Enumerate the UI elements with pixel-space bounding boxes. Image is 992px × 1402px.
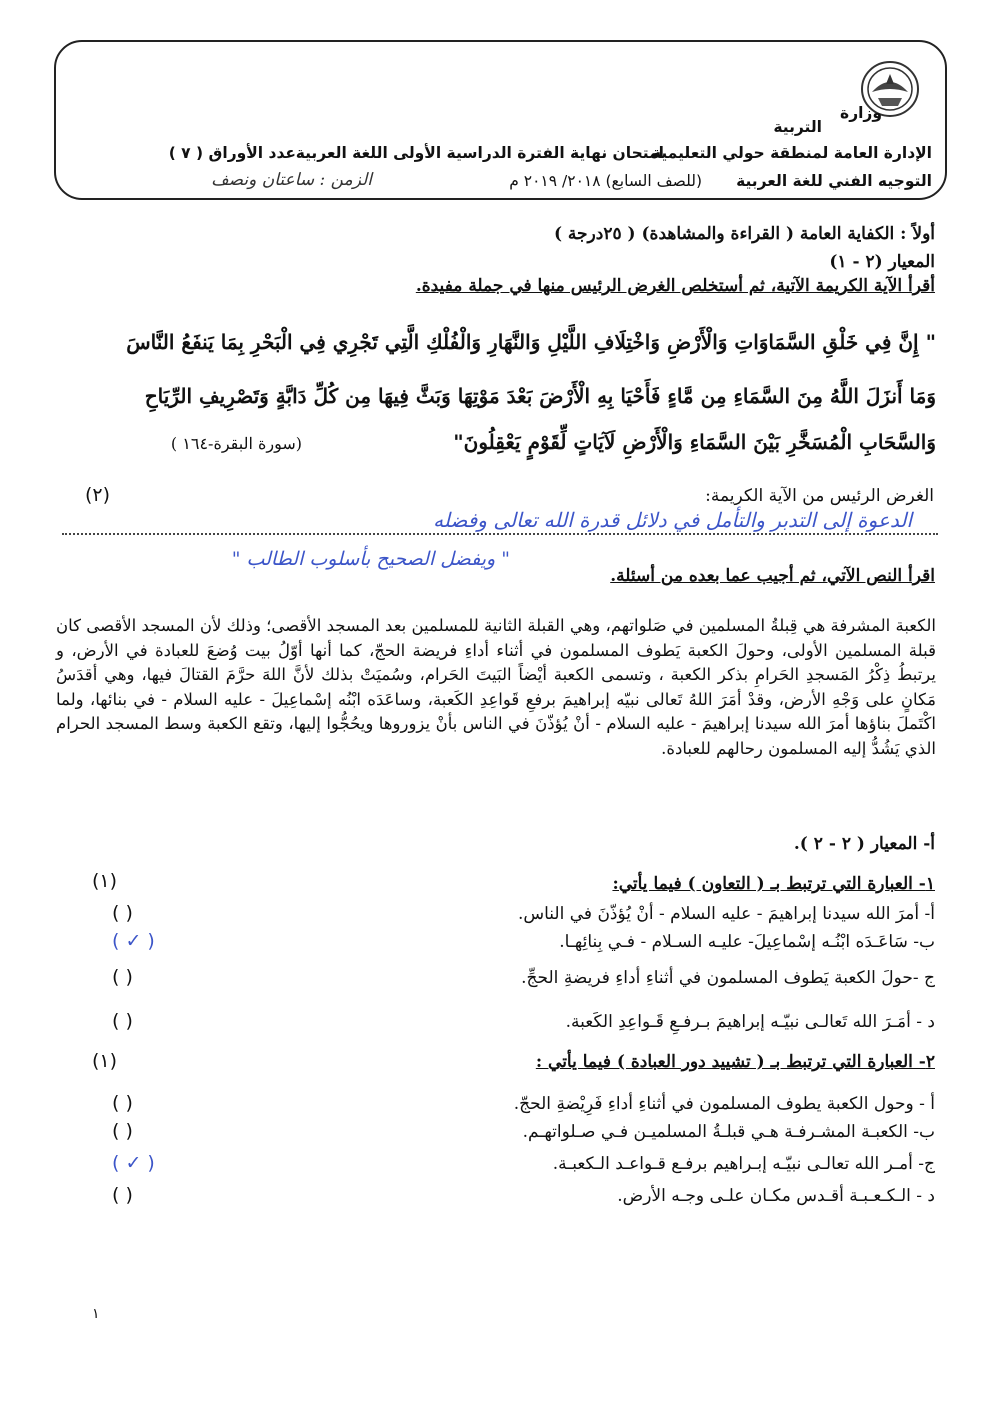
q1-option-c-box[interactable]: ( ) xyxy=(112,966,133,988)
criterion-label: المعيار (٢ - ١) xyxy=(829,252,935,272)
handwritten-answer: الدعوة إلى التدبر والتأمل في دلائل قدرة الله تعالى وفضله xyxy=(433,508,912,532)
section-title: أولاً : الكفاية العامة ( القراءة والمشاهدة) ( ٢٥درجة ) xyxy=(553,224,935,244)
verse-line-2: وَمَا أَنزَلَ اللَّهُ مِنَ السَّمَاءِ مِن مَّاءٍ فَأَحْيَا بِهِ الْأَرْضَ بَعْدَ مَوْتِهَا وَبَثَّ فِيهَا مِن كُلِّ دَابَّةٍ وَتَصْرِيفِ الرِّيَاحِ xyxy=(144,384,936,408)
q1-option-c: ج -حولَ الكعبة يَطوف المسلمون في أثناءِ أداءِ فريضةِ الحجِّ. xyxy=(521,968,935,988)
ministry-line-2: التربية xyxy=(773,118,822,136)
grade-year: (للصف السابع) ٢٠١٨/ ٢٠١٩ م xyxy=(509,172,702,190)
verse-line-3: وَالسَّحَابِ الْمُسَخَّرِ بَيْنَ السَّمَاءِ وَالْأَرْضِ لَآيَاتٍ لِّقَوْمٍ يَعْقِلُونَ" xyxy=(453,430,936,454)
question-2-mark: (١) xyxy=(92,1050,118,1072)
verse-line-1: " إِنَّ فِي خَلْقِ السَّمَاوَاتِ وَالْأَرْضِ وَاخْتِلَافِ اللَّيْلِ وَالنَّهَارِ وَالْفُلْكِ الَّتِي تَجْرِي فِي الْبَحْرِ بِمَا يَنفَعُ النَّاسَ xyxy=(126,330,936,354)
q2-option-d: د - الـكـعـبـة أقـدس مكـان علـى وجـه الأرض. xyxy=(617,1186,935,1206)
exam-line: امتحان نهاية الفترة الدراسية الأولى اللغة العربية xyxy=(295,144,664,162)
admin-line: الإدارة العامة لمنطقة حولي التعليمية xyxy=(651,144,932,162)
q1-option-b-box[interactable]: ( ✓ ) xyxy=(112,930,155,952)
purpose-mark: (٢) xyxy=(85,484,111,506)
reading-passage: الكعبة المشرفة هي قِبلةُ المسلمين في صَلواتهم، وهي القبلة الثانية للمسلمين بعد المسجد الأقصى؛ وذلك لأن المسجد الأقصى كان قبلة المسلمين الأولى، وحولَ الكعبة يَطوف المسلمون في أثناء أداءِ فريضة الحجّ، كما أنها أوّلُ بيت وُضعَ للعبادة في الأرض، و يرتبطُ ذِكْرُ المَسجدِ الحَرامِ بذكر الكعبة ، وتسمى الكعبة أيْضاً البَيتَ الحَرام، وسُميَتْ بذلك لأنَّ اللهَ حرَّمَ القتالَ فيها، وهي أقدَسُ مَكانٍ على وَجْهِ الأرض، وقدْ أمَرَ اللهُ تَعالى نبيّه إبراهيمَ برفعِ قَواعِدِ الكَعبة، وساعَدَه ابْنُه إسْماعِيلَ - عليه السلام - في بنائها، ولما اكْتَملَ بناؤها أمرَ الله سيدنا إبراهيمَ - عليه السلام - أنْ يُؤذّنَ في الناس بأنْ يزوروها ويحُجُّوا إليها، وتقع الكعبة وسط المسجد الحرام الذي يَشُدُّ إليه المسلمون رحالهم للعبادة. xyxy=(56,616,936,758)
verse-reference: (سورة البقرة-١٦٤ ) xyxy=(170,434,302,453)
q1-option-a: أ- أمرَ الله سيدنا إبراهيمَ - عليه السلام - أنْ يُؤذّنَ في الناس. xyxy=(517,904,935,924)
ministry-line-1: وزارة xyxy=(840,104,882,122)
q2-option-c-box[interactable]: ( ✓ ) xyxy=(112,1152,155,1174)
purpose-label: الغرض الرئيس من الآية الكريمة: xyxy=(705,486,934,506)
q2-option-c: ج- أمـر الله تعالـى نبيّـه إبـراهيم برفـع قـواعـد الـكعبـة. xyxy=(552,1154,935,1174)
q2-option-a: أ - وحول الكعبة يطوف المسلمون في أثناءِ أداءِ فَرِيْضةِ الحجّ. xyxy=(513,1094,935,1114)
dept-line: التوجيه الفني للغة العربية xyxy=(736,172,932,190)
question-1-mark: (١) xyxy=(92,870,118,892)
q1-option-d: د - أمَـرَ الله تَعالـى نبيّـه إبراهيمَ بـرفـعِ قَـواعِدِ الكَعبة. xyxy=(565,1012,935,1032)
verse-instruction: أقرأ الآية الكريمة الآتية، ثم أستخلص الغرض الرئيس منها في جملة مفيدة. xyxy=(415,276,935,296)
answer-dotted-line xyxy=(62,533,938,535)
page-number: ١ xyxy=(92,1306,100,1322)
exam-time-handwritten: الزمن : ساعتان ونصف xyxy=(211,170,372,190)
q2-option-d-box[interactable]: ( ) xyxy=(112,1184,133,1206)
q2-option-b: ب- الكعبـة المشـرفـة هـي قبلـةُ المسلميـن فـي صـلواتهـم. xyxy=(522,1122,935,1142)
q1-option-a-box[interactable]: ( ) xyxy=(112,902,133,924)
q1-option-b: ب- سَاعَـدَه ابْنُـه إسْماعِيلَ- عليـه السـلام - فـي بِنائِهـا. xyxy=(559,932,935,952)
q1-option-d-box[interactable]: ( ) xyxy=(112,1010,133,1032)
question-2-title: ٢- العبارة التي ترتبط بـ ( تشييد دور العبادة ) فيما يأتي : xyxy=(535,1052,935,1072)
q2-option-b-box[interactable]: ( ) xyxy=(112,1120,133,1142)
question-1-title: ١- العبارة التي ترتبط بـ ( التعاون ) فيما يأتي: xyxy=(612,874,935,894)
passage-instruction: اقرأ النص الآتي، ثم أجيب عما بعده من أسئلة. xyxy=(610,566,935,586)
handwritten-note: " ويفضل الصحيح بأسلوب الطالب " xyxy=(231,548,510,570)
q2-option-a-box[interactable]: ( ) xyxy=(112,1092,133,1114)
pages-count: عدد الأوراق ( ٧ ) xyxy=(168,144,296,162)
criterion-b: أ- المعيار ( ٢ - ٢ ). xyxy=(793,834,935,854)
